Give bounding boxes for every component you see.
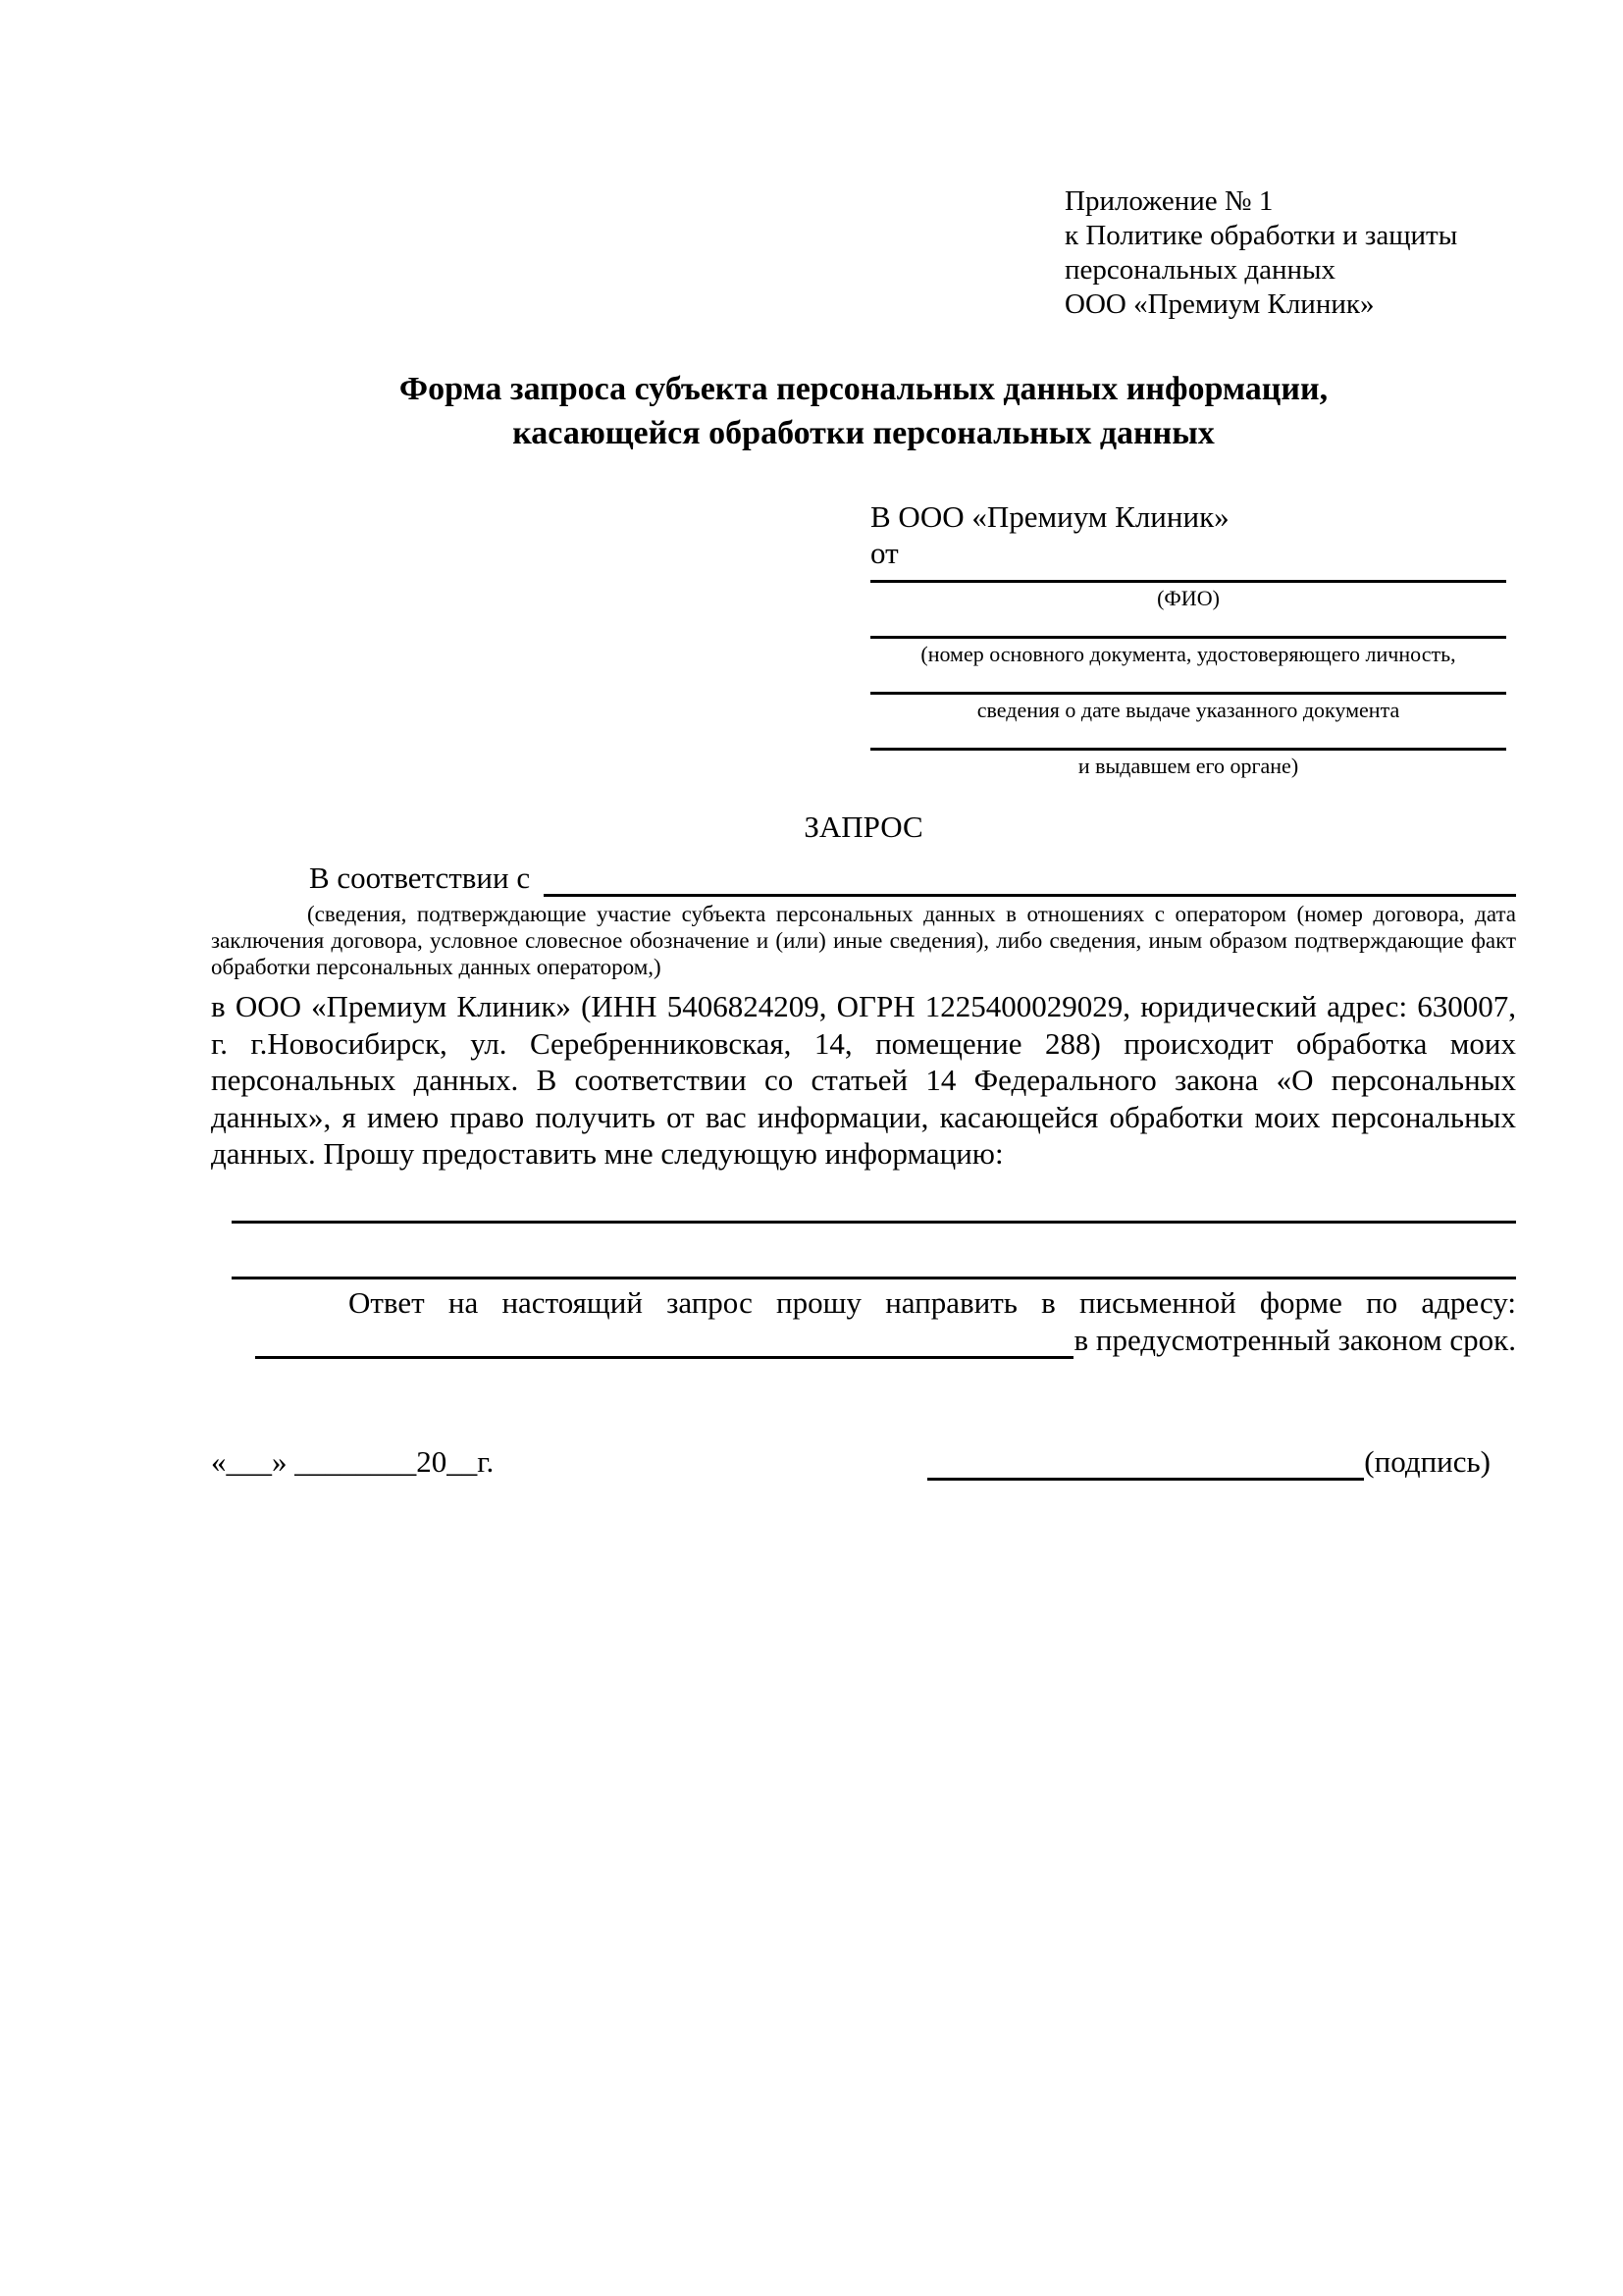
fio-field-line [870, 571, 1506, 583]
response-address-row [211, 1322, 1516, 1359]
issue-date-field-line [870, 667, 1506, 695]
address-field-line [255, 1322, 1073, 1359]
document-number-field-line [870, 611, 1506, 639]
appendix-header-line: персональных данных [1065, 254, 1336, 286]
document-title-line-2: касающейся обработки персональных данных [512, 415, 1215, 451]
addressee-block [870, 498, 1506, 779]
accordance-field-line [544, 860, 1516, 897]
accordance-line [211, 860, 1516, 897]
date-blank: «___» ________20__г. [211, 1443, 495, 1479]
addressee-from: от [870, 536, 899, 570]
signature-label: (подпись) [1364, 1443, 1491, 1479]
info-request-line-1 [232, 1173, 1516, 1224]
document-title-line-1: Форма запроса субъекта персональных данных информации, [398, 371, 1329, 407]
issuing-authority-field-line [870, 723, 1506, 751]
footnote-text: (сведения, подтверждающие участие субъекта персональных данных в отношениях с оператором (номер договора, дата заключения договора, условное словесное обозначение и (или) иные сведения), либо сведения, иным образом подтверждающие факт обработки персональных данных оператором,) [211, 902, 1516, 979]
appendix-header-line: к Политике обработки и защиты [1065, 220, 1458, 251]
accordance-prefix: В соответствии с [309, 861, 531, 895]
appendix-header [1065, 184, 1516, 322]
document-title [211, 367, 1516, 455]
request-heading: ЗАПРОС [804, 809, 923, 844]
issue-date-field-label: сведения о дате выдаче указанного документа [976, 698, 1400, 722]
addressee-to: В ООО «Премиум Клиник» [870, 499, 1230, 534]
signature-area [927, 1443, 1491, 1481]
issuing-authority-field-label: и выдавшем его органе) [1077, 754, 1299, 778]
document-number-field-label: (номер основного документа, удостоверяющего личность, [920, 642, 1456, 666]
signature-row [211, 1443, 1516, 1481]
appendix-header-line: ООО «Премиум Клиник» [1065, 288, 1375, 320]
response-intro: Ответ на настоящий запрос прошу направить в письменной форме по адресу: [348, 1284, 1516, 1320]
signature-line [927, 1447, 1364, 1481]
fio-field-label: (ФИО) [1157, 586, 1220, 610]
response-suffix: в предусмотренный законом срок. [1073, 1322, 1516, 1357]
info-request-line-2 [232, 1224, 1516, 1279]
appendix-header-line: Приложение № 1 [1065, 185, 1274, 217]
request-body: в ООО «Премиум Клиник» (ИНН 5406824209, ОГРН 1225400029029, юридический адрес: 630007, г. г.Новосибирск, ул. Серебренниковская, 14, помещение 288) происходит обработка моих персональных данных. В соответствии со статьей 14 Федерального закона «О персональных данных», я имею право получить от вас информации, касающейся обработки моих персональных данных. Прошу предоставить мне следующую информацию: [211, 989, 1516, 1171]
